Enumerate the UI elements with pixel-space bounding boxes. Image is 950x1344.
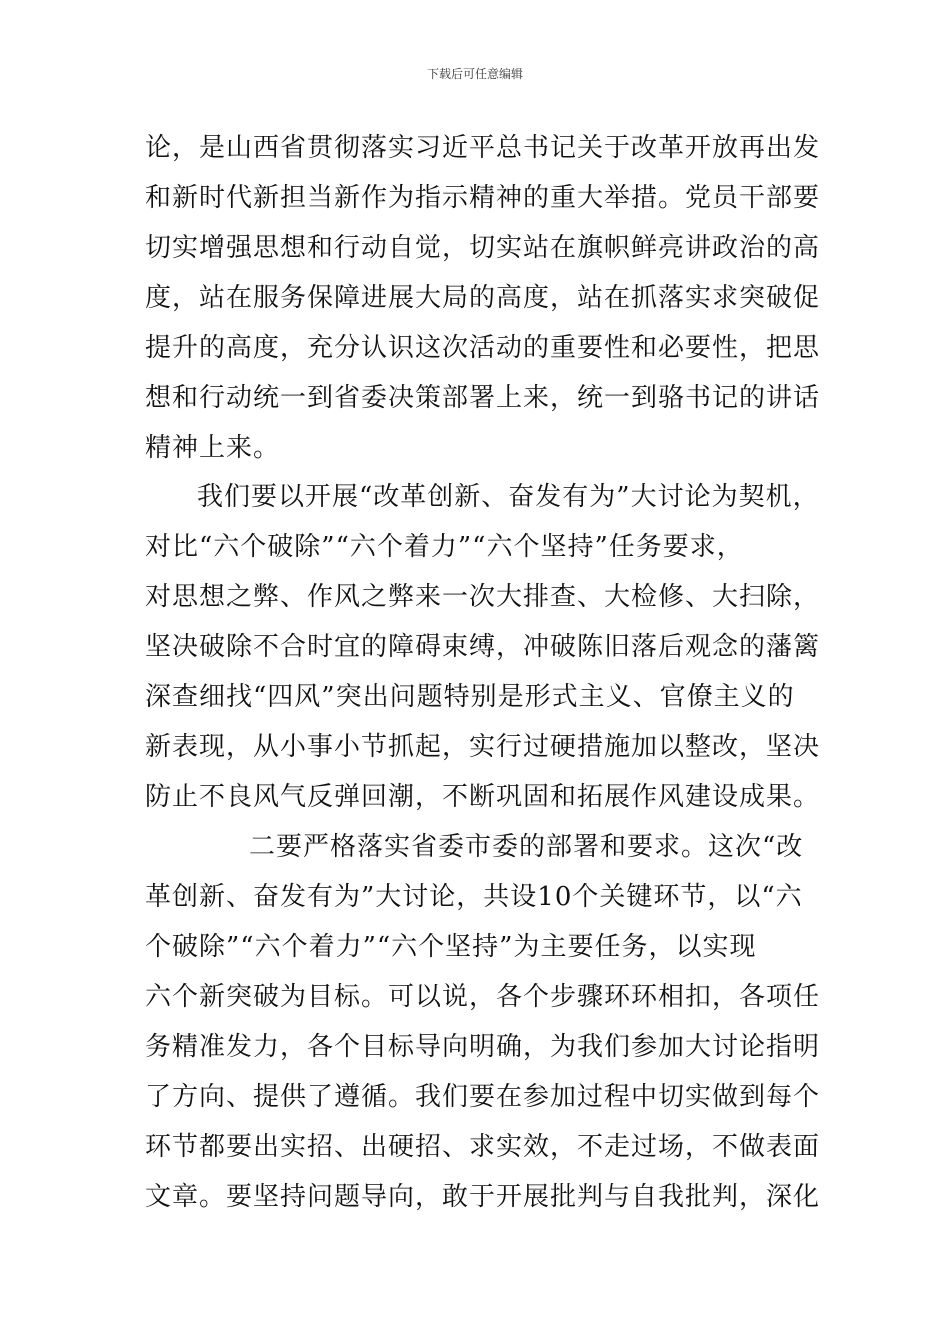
body-line: 务精准发力，各个目标导向明确，为我们参加大讨论指明 xyxy=(145,1032,821,1062)
body-line: 提升的高度，充分认识这次活动的重要性和必要性，把思 xyxy=(145,333,821,363)
body-line: 革创新、奋发有为”大讨论，共设10个关键环节，以“六 xyxy=(145,882,803,912)
body-line: 防止不良风气反弹回潮，不断巩固和拓展作风建设成果。 xyxy=(145,782,821,812)
body-line: 切实增强思想和行动自觉，切实站在旗帜鲜亮讲政治的高 xyxy=(145,233,821,263)
body-line: 论，是山西省贯彻落实习近平总书记关于改革开放再出发 xyxy=(145,133,821,163)
body-line: 环节都要出实招、出硬招、求实效，不走过场，不做表面 xyxy=(145,1132,821,1162)
body-line: 六个新突破为目标。可以说，各个步骤环环相扣，各项任 xyxy=(145,982,821,1012)
body-line: 对比“六个破除”“六个着力”“六个坚持”任务要求， xyxy=(145,532,744,562)
body-line: 个破除”“六个着力”“六个坚持”为主要任务，以实现 xyxy=(145,932,757,962)
body-line: 坚决破除不合时宜的障碍束缚，冲破陈旧落后观念的藩篱 xyxy=(145,632,821,662)
page-header: 下载后可任意编辑 xyxy=(426,67,523,81)
body-line: 深查细找“四风”突出问题特别是形式主义、官僚主义的 xyxy=(145,682,795,712)
body-line: 想和行动统一到省委决策部署上来，统一到骆书记的讲话 xyxy=(145,383,821,413)
body-line: 度，站在服务保障进展大局的高度，站在抓落实求突破促 xyxy=(145,283,821,313)
body-line: 了方向、提供了遵循。我们要在参加过程中切实做到每个 xyxy=(145,1082,821,1112)
body-line: 二要严格落实省委市委的部署和要求。这次“改 xyxy=(249,832,804,862)
body-line: 我们要以开展“改革创新、奋发有为”大讨论为契机， xyxy=(197,482,820,512)
body-line: 新表现，从小事小节抓起，实行过硬措施加以整改，坚决 xyxy=(145,732,821,762)
body-line: 文章。要坚持问题导向，敢于开展批判与自我批判，深化 xyxy=(145,1182,821,1212)
body-line: 和新时代新担当新作为指示精神的重大举措。党员干部要 xyxy=(145,183,821,213)
body-line: 精神上来。 xyxy=(145,433,281,463)
body-line: 对思想之弊、作风之弊来一次大排查、大检修、大扫除， xyxy=(145,582,821,612)
